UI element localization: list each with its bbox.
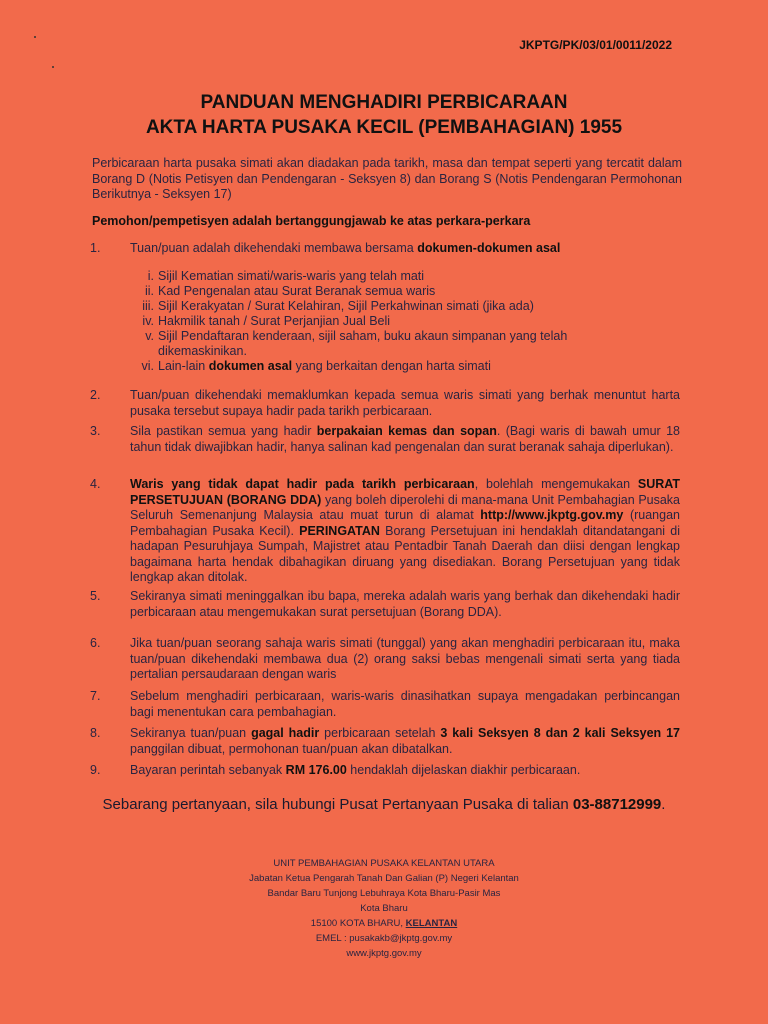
reference-number: JKPTG/PK/03/01/0011/2022: [519, 38, 672, 52]
sub-item-bold: dokumen asal: [208, 359, 293, 373]
jkptg-link: http://www.jkptg.gov.my: [480, 508, 624, 522]
item-bold: SURAT PERSETUJUAN (BORANG DDA): [130, 477, 680, 507]
footer-department: Jabatan Ketua Pengarah Tanah Dan Galian (P) Negeri Kelantan: [249, 873, 519, 884]
item-text: . (Bagi waris di bawah umur 18 tahun tidak diwajibkan hadir, hanya salinan kad pengenalan dan surat beranak sahaja diperlukan).: [130, 424, 680, 454]
footer-state: KELANTAN: [405, 918, 458, 929]
speck: [34, 36, 36, 38]
roman-numeral: iii.: [142, 299, 154, 313]
item-text: perbicaraan setelah: [319, 726, 441, 740]
item-text: Bayaran perintah sebanyak: [130, 763, 286, 777]
title-line-2: AKTA HARTA PUSAKA KECIL (PEMBAHAGIAN) 1955: [145, 117, 623, 138]
list-item-2: [90, 388, 680, 419]
sub-item-iv: [130, 314, 600, 329]
sub-item-iii: [130, 299, 600, 314]
sub-item-ii: [130, 284, 600, 299]
sub-item-text: yang berkaitan dengan harta simati: [292, 359, 491, 373]
contact-end: .: [661, 796, 666, 813]
sub-item-text: Sijil Kerakyatan / Surat Kelahiran, Sijil Perkahwinan simati (jika ada): [158, 299, 534, 313]
footer-address-line: Bandar Baru Tunjong Lebuhraya Kota Bharu-Pasir Mas: [267, 888, 501, 899]
sub-item-v: [130, 329, 600, 359]
item-number: 9.: [90, 763, 101, 777]
item-text: Sekiranya simati meninggalkan ibu bapa, mereka adalah waris yang berhak dan dikehendaki hadir perbicaraan atau mengemukakan surat persetujuan (Borang DDA).: [130, 589, 680, 619]
list-item-3: [90, 424, 680, 455]
item-text: Jika tuan/puan seorang sahaja waris simati (tunggal) yang akan menghadiri perbicaraan itu, maka tuan/puan dikehendaki membawa dua (2) orang saksi bebas mengenali simati serta yang tiada pertalian persaudaraan dengan waris: [130, 636, 680, 681]
list-item-9: [90, 763, 680, 779]
sub-item-text: Sijil Kematian simati/waris-waris yang telah mati: [158, 269, 425, 283]
roman-numeral: v.: [145, 329, 154, 343]
item-text: , bolehlah mengemukakan: [474, 477, 638, 491]
item-text: Borang Persetujuan ini hendaklah ditandatangani di hadapan Pesuruhjaya Sumpah, Majistret atau Pentadbir Tanah Daerah dan diisi dengan lengkap bagaimana harta hendak dibahagikan diruang yang disediakan. Borang Persetujuan yang tidak lengkap akan ditolak.: [130, 523, 680, 584]
contact-text: Sebarang pertanyaan, sila hubungi Pusat Pertanyaan Pusaka di talian: [102, 796, 573, 813]
item-text: hendaklah dijelaskan diakhir perbicaraan.: [346, 763, 581, 777]
list-item-4: [90, 477, 680, 586]
item-text: Sekiranya tuan/puan: [130, 726, 252, 740]
list-item-1: [90, 241, 680, 257]
title-line-1: PANDUAN MENGHADIRI PERBICARAAN: [200, 92, 568, 113]
roman-numeral: vi.: [141, 359, 154, 373]
item-text: Sila pastikan semua yang hadir: [130, 424, 317, 438]
sub-item-text: Lain-lain: [158, 359, 209, 373]
sub-item-i: [130, 269, 600, 284]
item-number: 5.: [90, 589, 101, 603]
item-number: 6.: [90, 636, 101, 650]
item-number: 1.: [90, 241, 101, 255]
footer-email: EMEL : pusakakb@jkptg.gov.my: [315, 933, 453, 944]
item-number: 2.: [90, 388, 101, 402]
item-number: 3.: [90, 424, 101, 438]
phone-number: 03-88712999: [572, 796, 662, 813]
item-bold: gagal hadir: [251, 726, 320, 740]
contact-line: [0, 796, 768, 813]
sub-item-text: Sijil Pendaftaran kenderaan, sijil saham, buku akaun simpanan yang telah dikemaskinikan.: [158, 329, 568, 358]
sub-item-text: Hakmilik tanah / Surat Perjanjian Jual Beli: [158, 314, 391, 328]
list-item-8: [90, 726, 680, 757]
item-bold: PERINGATAN: [299, 523, 380, 538]
list-item-6: [90, 636, 680, 683]
footer-unit-name: UNIT PEMBAHAGIAN PUSAKA KELANTAN UTARA: [273, 858, 495, 869]
list-item-5: [90, 589, 680, 620]
footer-postcode-line: [0, 916, 768, 931]
item-text: panggilan dibuat, permohonan tuan/puan akan dibatalkan.: [130, 741, 453, 756]
list-item-7: [90, 689, 680, 720]
item-text: (ruangan Pembahagian Pusaka Kecil).: [130, 508, 680, 538]
item-number: 8.: [90, 726, 101, 740]
item-text: Sebelum menghadiri perbicaraan, waris-waris dinasihatkan supaya mengadakan perbincangan bagi menentukan cara pembahagian.: [130, 689, 680, 719]
footer-address: [0, 856, 768, 961]
footer-postcode: 15100 KOTA BHARU,: [310, 918, 406, 929]
speck: [52, 66, 54, 68]
sub-item-vi: [130, 359, 600, 374]
item-bold: Waris yang tidak dapat hadir pada tarikh perbicaraan: [130, 477, 475, 491]
roman-numeral: i.: [147, 269, 154, 283]
item-bold: dokumen-dokumen asal: [417, 241, 561, 255]
roman-numeral: iv.: [142, 314, 154, 328]
footer-website: www.jkptg.gov.my: [346, 948, 422, 959]
item-text: Tuan/puan dikehendaki memaklumkan kepada semua waris simati yang berhak menuntut harta pusaka tersebut supaya hadir pada tarikh perbicaraan.: [130, 388, 680, 418]
item-bold: 3 kali Seksyen 8 dan 2 kali Seksyen 17: [440, 726, 681, 740]
footer-city: Kota Bharu: [360, 903, 408, 914]
item-bold: berpakaian kemas dan sopan: [316, 424, 497, 438]
responsibility-heading: Pemohon/pempetisyen adalah bertanggungjawab ke atas perkara-perkara: [92, 214, 531, 228]
item-number: 4.: [90, 477, 101, 491]
intro-paragraph: Perbicaraan harta pusaka simati akan diadakan pada tarikh, masa dan tempat seperti yang tercatit dalam Borang D (Notis Petisyen dan Pendengaran - Seksyen 8) dan Borang S (Notis Pendengaran Permohonan Berikutnya - Seksyen 17): [92, 156, 682, 201]
document-title: [0, 90, 768, 140]
item-number: 7.: [90, 689, 101, 703]
item-text: Tuan/puan adalah dikehendaki membawa bersama: [130, 241, 418, 255]
sub-item-text: Kad Pengenalan atau Surat Beranak semua waris: [158, 284, 436, 298]
item-bold: RM 176.00: [285, 763, 347, 777]
item-text: yang boleh diperolehi di mana-mana Unit Pembahagian Pusaka Seluruh Semenanjung Malaysia atau muat turun di alamat: [130, 492, 681, 522]
roman-numeral: ii.: [144, 284, 154, 298]
